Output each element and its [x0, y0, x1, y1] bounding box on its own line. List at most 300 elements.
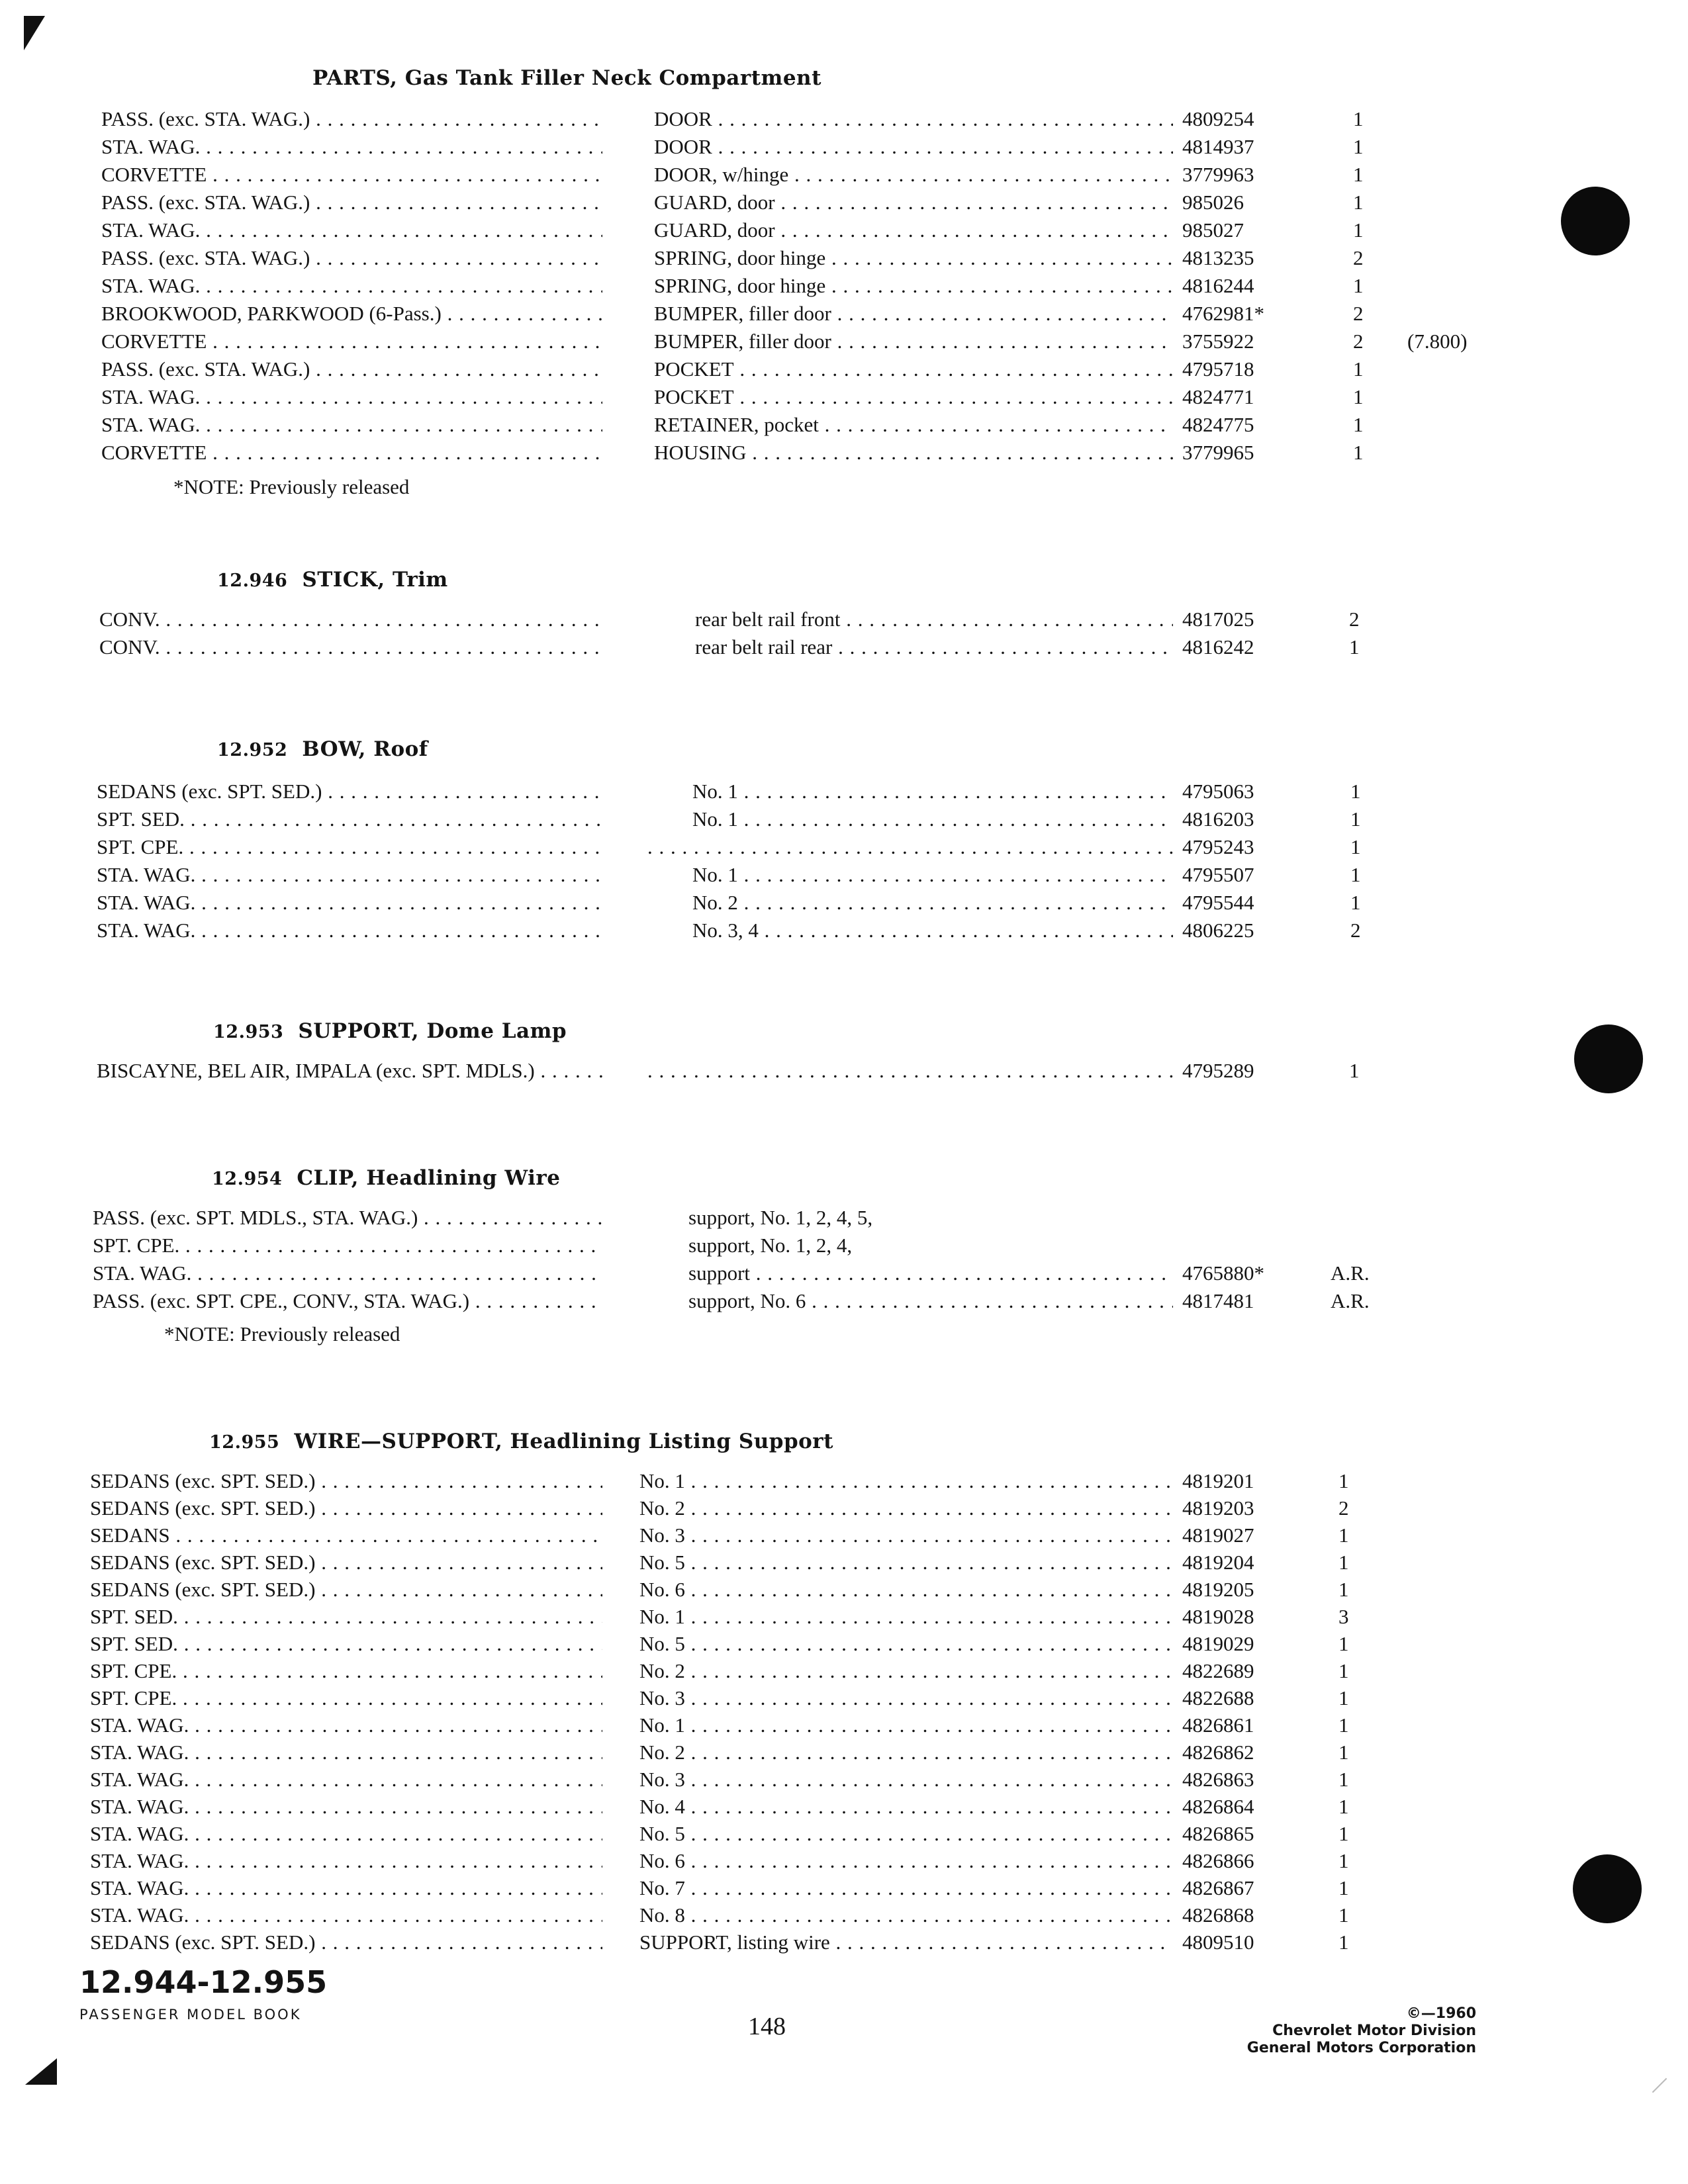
parts-row	[0, 1739, 1688, 1766]
model-text: SPT. CPE.	[90, 1686, 177, 1709]
part-number: 4826867	[1182, 1876, 1254, 1899]
model-cell	[101, 106, 602, 132]
scan-mark	[1652, 2078, 1667, 2093]
model-cell	[90, 1902, 602, 1929]
model-text: SEDANS (exc. SPT. SED.)	[90, 1578, 316, 1601]
model-text: CORVETTE	[101, 330, 207, 353]
part-number: 3779965	[1182, 441, 1254, 464]
description-text: SPRING, door hinge	[654, 246, 826, 269]
description-cell	[647, 834, 1173, 860]
description-text: No. 6	[639, 1578, 685, 1601]
parts-row	[0, 834, 1688, 860]
description-cell	[639, 1658, 1173, 1684]
part-number: 4816203	[1182, 807, 1254, 831]
description-text: No. 2	[639, 1659, 685, 1682]
description-text: No. 5	[639, 1822, 685, 1845]
description-text: No. 1	[692, 807, 738, 831]
description-text: SUPPORT, listing wire	[639, 1931, 830, 1954]
quantity: A.R.	[1331, 1261, 1370, 1285]
description-cell	[647, 1058, 1173, 1084]
description-cell	[639, 1685, 1173, 1711]
model-cell	[90, 1739, 602, 1766]
description-text: DOOR, w/hinge	[654, 163, 789, 186]
book-name: PASSENGER MODEL BOOK	[79, 2007, 302, 2023]
part-number: 4765880*	[1182, 1261, 1264, 1285]
model-text: STA. WAG.	[97, 919, 196, 942]
quantity: 1	[1338, 1876, 1349, 1899]
quantity: 2	[1350, 919, 1361, 942]
section-number: 12.955	[209, 1432, 280, 1453]
unit-weight: (7.800)	[1407, 330, 1468, 353]
part-number: 4806225	[1182, 919, 1254, 942]
part-number: 4826862	[1182, 1741, 1254, 1764]
model-text: STA. WAG.	[90, 1713, 189, 1737]
part-number: 4809254	[1182, 107, 1254, 130]
part-number: 4819203	[1182, 1496, 1254, 1520]
parts-row	[0, 106, 1688, 132]
model-text: BROOKWOOD, PARKWOOD (6-Pass.)	[101, 302, 442, 325]
model-text: SEDANS (exc. SPT. SED.)	[90, 1931, 316, 1954]
parts-row	[0, 1495, 1688, 1522]
parts-row	[0, 1604, 1688, 1630]
publisher-corporation: General Motors Corporation	[1246, 2040, 1476, 2056]
footnote: *NOTE: Previously released	[164, 1322, 400, 1345]
parts-row	[0, 1576, 1688, 1603]
model-text: BISCAYNE, BEL AIR, IMPALA (exc. SPT. MDLS.)	[97, 1059, 535, 1082]
model-text: STA. WAG.	[101, 413, 201, 436]
description-cell	[639, 1902, 1173, 1929]
description-cell	[654, 106, 1173, 132]
parts-row	[0, 862, 1688, 888]
description-text: SPRING, door hinge	[654, 274, 826, 297]
description-cell	[639, 1522, 1173, 1549]
description-text: No. 2	[692, 891, 738, 914]
model-text: STA. WAG.	[90, 1768, 189, 1791]
model-text: PASS. (exc. SPT. MDLS., STA. WAG.)	[93, 1206, 418, 1229]
description-text: DOOR	[654, 135, 712, 158]
model-text: PASS. (exc. STA. WAG.)	[101, 246, 310, 269]
description-text: GUARD, door	[654, 218, 775, 242]
section-title: PARTS, Gas Tank Filler Neck Compartment	[312, 66, 821, 90]
description-cell	[654, 384, 1173, 410]
model-cell	[101, 356, 602, 383]
model-text: STA. WAG.	[101, 218, 201, 242]
model-text: SPT. CPE.	[97, 835, 184, 858]
quantity: 1	[1338, 1741, 1349, 1764]
quantity: 1	[1353, 107, 1364, 130]
description-cell	[654, 356, 1173, 383]
description-text: No. 5	[639, 1551, 685, 1574]
model-cell	[90, 1712, 602, 1739]
parts-row	[0, 384, 1688, 410]
description-text: GUARD, door	[654, 191, 775, 214]
section-title: WIRE—SUPPORT, Headlining Listing Support	[294, 1430, 833, 1453]
description-cell	[654, 412, 1173, 438]
part-number: 4795289	[1182, 1059, 1254, 1082]
parts-row	[0, 1712, 1688, 1739]
part-number: 4819204	[1182, 1551, 1254, 1574]
model-text: SPT. CPE.	[93, 1234, 180, 1257]
part-number: 4795507	[1182, 863, 1254, 886]
description-cell	[639, 1739, 1173, 1766]
description-text: rear belt rail rear	[695, 635, 833, 659]
quantity: 1	[1353, 385, 1364, 408]
description-cell	[639, 1875, 1173, 1901]
part-number: 4817025	[1182, 608, 1254, 631]
quantity: 1	[1338, 1795, 1349, 1818]
section-heading	[217, 737, 428, 761]
description-cell	[654, 217, 1173, 244]
model-cell	[90, 1576, 602, 1603]
description-text: support, No. 6	[688, 1289, 806, 1312]
section-heading	[209, 1430, 833, 1453]
description-cell	[695, 634, 1173, 660]
quantity: 1	[1338, 1713, 1349, 1737]
description-text: support, No. 1, 2, 4,	[688, 1234, 853, 1257]
part-number: 4816244	[1182, 274, 1254, 297]
quantity: 1	[1338, 1632, 1349, 1655]
parts-row	[0, 1794, 1688, 1820]
model-cell	[90, 1549, 602, 1576]
description-cell	[639, 1794, 1173, 1820]
model-cell	[97, 778, 602, 805]
model-text: CONV.	[99, 635, 160, 659]
quantity: 1	[1350, 835, 1361, 858]
part-number: 4809510	[1182, 1931, 1254, 1954]
section-heading	[213, 1019, 567, 1043]
model-cell	[90, 1468, 602, 1494]
description-cell	[639, 1821, 1173, 1847]
part-number: 985026	[1182, 191, 1244, 214]
quantity: 1	[1338, 1659, 1349, 1682]
quantity: 2	[1353, 330, 1364, 353]
quantity	[1331, 1205, 1390, 1231]
description-cell	[639, 1848, 1173, 1874]
part-number: 985027	[1182, 218, 1244, 242]
parts-row	[0, 917, 1688, 944]
publisher-block	[1247, 2005, 1476, 2057]
description-cell	[639, 1549, 1173, 1576]
part-number: 4795718	[1182, 357, 1254, 381]
model-text: PASS. (exc. SPT. CPE., CONV., STA. WAG.)	[93, 1289, 470, 1312]
quantity: 1	[1353, 357, 1364, 381]
description-cell	[639, 1766, 1173, 1793]
parts-row	[0, 189, 1688, 216]
model-text: STA. WAG.	[97, 891, 196, 914]
model-cell	[101, 384, 602, 410]
model-cell	[101, 439, 602, 466]
quantity: 1	[1338, 1903, 1349, 1927]
part-number: 4819201	[1182, 1469, 1254, 1492]
model-cell	[90, 1658, 602, 1684]
model-text: CORVETTE	[101, 441, 207, 464]
page-range: 12.944-12.955	[79, 1964, 328, 2000]
part-number: 4826866	[1182, 1849, 1254, 1872]
description-text: No. 3	[639, 1686, 685, 1709]
model-text: CORVETTE	[101, 163, 207, 186]
parts-row	[0, 300, 1688, 327]
model-text: PASS. (exc. STA. WAG.)	[101, 191, 310, 214]
description-cell	[654, 134, 1173, 160]
description-text: support, No. 1, 2, 4, 5,	[688, 1206, 873, 1229]
model-text: SPT. SED.	[97, 807, 185, 831]
part-number: 4824771	[1182, 385, 1254, 408]
model-text: STA. WAG.	[90, 1822, 189, 1845]
parts-row	[0, 778, 1688, 805]
description-cell	[654, 245, 1173, 271]
model-cell	[101, 161, 602, 188]
part-number: 4816242	[1182, 635, 1254, 659]
description-cell	[692, 862, 1173, 888]
section-number: 12.952	[217, 740, 288, 760]
parts-row	[0, 356, 1688, 383]
model-text: SEDANS (exc. SPT. SED.)	[90, 1469, 316, 1492]
part-number: 4795544	[1182, 891, 1254, 914]
description-cell	[692, 806, 1173, 833]
description-text: No. 3, 4	[692, 919, 759, 942]
parts-row	[0, 245, 1688, 271]
quantity: 1	[1350, 780, 1361, 803]
description-cell	[639, 1631, 1173, 1657]
quantity: 2	[1353, 246, 1364, 269]
corner-mark-bottom	[25, 2058, 57, 2085]
quantity: 1	[1338, 1578, 1349, 1601]
model-cell	[97, 806, 602, 833]
description-cell	[688, 1205, 1173, 1231]
model-text: PASS. (exc. STA. WAG.)	[101, 357, 310, 381]
model-cell	[90, 1821, 602, 1847]
parts-row	[0, 1631, 1688, 1657]
description-cell	[692, 778, 1173, 805]
section-title: SUPPORT, Dome Lamp	[298, 1019, 567, 1043]
model-cell	[90, 1685, 602, 1711]
description-text: BUMPER, filler door	[654, 330, 831, 353]
part-number: 4819205	[1182, 1578, 1254, 1601]
parts-row	[0, 1685, 1688, 1711]
footnote: *NOTE: Previously released	[173, 475, 410, 498]
part-number: 4819027	[1182, 1524, 1254, 1547]
quantity: 1	[1338, 1822, 1349, 1845]
quantity: 1	[1353, 218, 1364, 242]
part-number: 4822689	[1182, 1659, 1254, 1682]
quantity: 1	[1353, 135, 1364, 158]
part-number	[1182, 1205, 1308, 1231]
model-cell	[97, 862, 602, 888]
parts-row	[0, 889, 1688, 916]
description-text: POCKET	[654, 385, 734, 408]
parts-row	[0, 412, 1688, 438]
model-cell	[101, 217, 602, 244]
model-cell	[90, 1604, 602, 1630]
quantity: 1	[1353, 413, 1364, 436]
description-text: No. 1	[692, 863, 738, 886]
part-number: 4826861	[1182, 1713, 1254, 1737]
parts-row	[0, 1848, 1688, 1874]
section-title: CLIP, Headlining Wire	[297, 1166, 561, 1190]
description-cell	[688, 1260, 1173, 1287]
part-number: 4826868	[1182, 1903, 1254, 1927]
model-text: STA. WAG.	[101, 385, 201, 408]
model-cell	[90, 1794, 602, 1820]
section-heading	[212, 1166, 560, 1190]
model-cell	[101, 189, 602, 216]
model-cell	[93, 1260, 602, 1287]
description-cell	[654, 273, 1173, 299]
description-text: No. 1	[639, 1469, 685, 1492]
model-cell	[101, 273, 602, 299]
quantity: 1	[1338, 1931, 1349, 1954]
quantity: A.R.	[1331, 1289, 1370, 1312]
parts-row	[0, 1902, 1688, 1929]
description-text: POCKET	[654, 357, 734, 381]
page-number: 148	[748, 2013, 786, 2040]
section-title: STICK, Trim	[302, 568, 448, 592]
parts-row	[0, 1766, 1688, 1793]
model-cell	[97, 917, 602, 944]
parts-row	[0, 1875, 1688, 1901]
part-number: 4826865	[1182, 1822, 1254, 1845]
part-number	[1182, 1232, 1308, 1259]
parts-row	[0, 1058, 1688, 1084]
description-text: No. 1	[639, 1605, 685, 1628]
model-cell	[101, 245, 602, 271]
quantity: 1	[1338, 1551, 1349, 1574]
description-cell	[639, 1468, 1173, 1494]
section-number: 12.954	[212, 1169, 283, 1189]
model-text: STA. WAG.	[97, 863, 196, 886]
model-text: STA. WAG.	[90, 1849, 189, 1872]
part-number: 4795243	[1182, 835, 1254, 858]
model-cell	[99, 606, 602, 633]
parts-row	[0, 606, 1688, 633]
description-cell	[654, 439, 1173, 466]
description-cell	[654, 189, 1173, 216]
parts-row	[0, 1468, 1688, 1494]
description-text: RETAINER, pocket	[654, 413, 819, 436]
description-text: No. 3	[639, 1768, 685, 1791]
quantity: 1	[1353, 163, 1364, 186]
description-text: No. 2	[639, 1496, 685, 1520]
model-cell	[90, 1766, 602, 1793]
model-text: STA. WAG.	[93, 1261, 192, 1285]
model-cell	[90, 1631, 602, 1657]
model-cell	[97, 889, 602, 916]
model-text: CONV.	[99, 608, 160, 631]
parts-row	[0, 1288, 1688, 1314]
part-number: 3779963	[1182, 163, 1254, 186]
description-text: No. 4	[639, 1795, 685, 1818]
parts-row	[0, 806, 1688, 833]
model-text: STA. WAG.	[90, 1741, 189, 1764]
quantity: 2	[1338, 1496, 1349, 1520]
quantity: 2	[1353, 302, 1364, 325]
model-cell	[101, 300, 602, 327]
quantity: 1	[1350, 807, 1361, 831]
quantity	[1331, 1232, 1390, 1259]
parts-row	[0, 1821, 1688, 1847]
description-text: No. 2	[639, 1741, 685, 1764]
model-text: SPT. SED.	[90, 1632, 178, 1655]
part-number: 4795063	[1182, 780, 1254, 803]
parts-row	[0, 634, 1688, 660]
description-cell	[695, 606, 1173, 633]
quantity: 2	[1349, 608, 1360, 631]
section-heading	[312, 66, 821, 90]
description-text: No. 7	[639, 1876, 685, 1899]
description-cell	[688, 1288, 1173, 1314]
description-text: No. 1	[692, 780, 738, 803]
section-number: 12.946	[217, 570, 288, 591]
part-number: 4817481	[1182, 1289, 1254, 1312]
parts-row	[0, 1522, 1688, 1549]
part-number: 4813235	[1182, 246, 1254, 269]
description-cell	[639, 1495, 1173, 1522]
quantity: 1	[1353, 191, 1364, 214]
quantity: 1	[1349, 1059, 1360, 1082]
quantity: 1	[1338, 1524, 1349, 1547]
description-text: BUMPER, filler door	[654, 302, 831, 325]
description-cell	[692, 917, 1173, 944]
parts-row	[0, 328, 1688, 355]
quantity: 1	[1338, 1768, 1349, 1791]
description-cell	[692, 889, 1173, 916]
description-text: rear belt rail front	[695, 608, 841, 631]
description-cell	[639, 1929, 1173, 1956]
quantity: 1	[1350, 891, 1361, 914]
parts-row	[0, 1260, 1688, 1287]
model-text: STA. WAG.	[101, 274, 201, 297]
model-cell	[90, 1929, 602, 1956]
parts-row	[0, 161, 1688, 188]
description-text: No. 5	[639, 1632, 685, 1655]
parts-row	[0, 1658, 1688, 1684]
parts-row	[0, 134, 1688, 160]
quantity: 1	[1338, 1686, 1349, 1709]
model-cell	[101, 412, 602, 438]
model-text: STA. WAG.	[101, 135, 201, 158]
description-text: No. 1	[639, 1713, 685, 1737]
model-text: STA. WAG.	[90, 1795, 189, 1818]
model-cell	[90, 1522, 602, 1549]
description-cell	[654, 161, 1173, 188]
publisher-division: Chevrolet Motor Division	[1272, 2023, 1476, 2039]
copyright: ©—1960	[1406, 2005, 1476, 2022]
part-number: 4824775	[1182, 413, 1254, 436]
model-cell	[93, 1232, 602, 1259]
section-heading	[217, 568, 448, 592]
description-cell	[688, 1232, 1173, 1259]
description-cell	[654, 328, 1173, 355]
quantity: 1	[1350, 863, 1361, 886]
model-cell	[93, 1205, 602, 1231]
model-cell	[97, 834, 602, 860]
part-number: 4826863	[1182, 1768, 1254, 1791]
description-text: No. 8	[639, 1903, 685, 1927]
quantity: 1	[1338, 1849, 1349, 1872]
model-cell	[99, 634, 602, 660]
model-cell	[90, 1848, 602, 1874]
quantity: 1	[1338, 1469, 1349, 1492]
model-text: SEDANS (exc. SPT. SED.)	[90, 1496, 316, 1520]
quantity: 1	[1353, 274, 1364, 297]
part-number: 4822688	[1182, 1686, 1254, 1709]
description-text: No. 3	[639, 1524, 685, 1547]
part-number: 4819029	[1182, 1632, 1254, 1655]
part-number: 4826864	[1182, 1795, 1254, 1818]
model-text: PASS. (exc. STA. WAG.)	[101, 107, 310, 130]
parts-row	[0, 1549, 1688, 1576]
model-cell	[97, 1058, 602, 1084]
